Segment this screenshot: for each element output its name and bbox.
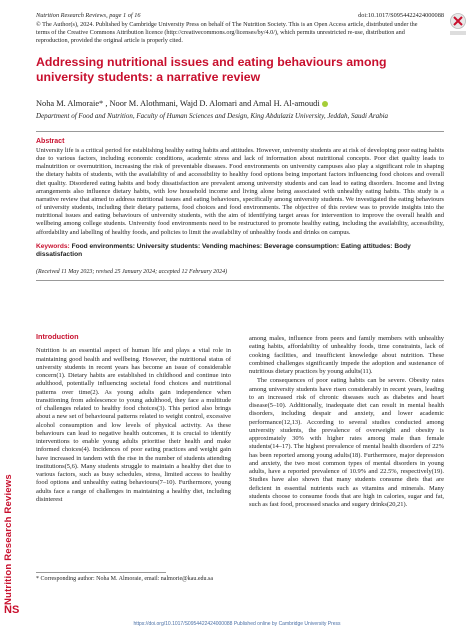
- journal-sidebar: [0, 0, 22, 631]
- orcid-icon[interactable]: [322, 101, 328, 107]
- footnote-rule: [36, 572, 166, 573]
- paragraph: among males, influence from peers and family members with unhealthy eating habits, affordability of unhealthy foods, time constraints, lack of cooking facilities, and insufficient knowledge about nutrition. These combined challenges significantly impede the adoption and sustenance of nutritious dietary practices by young adults(11).: [249, 335, 444, 375]
- received-dates: (Received 11 May 2023; revised 25 January 2024; accepted 12 February 2024): [36, 268, 228, 275]
- affiliation: Department of Food and Nutrition, Faculty of Human Sciences and Design, King Abdulaziz University, Jeddah, Saudi Arabia: [36, 112, 389, 120]
- society-logo: NS: [4, 604, 20, 616]
- article-title: Addressing nutritional issues and eating behaviours among university students: a narrative review: [36, 55, 387, 84]
- keywords-label: Keywords:: [36, 242, 70, 250]
- left-column: [36, 333, 231, 504]
- doi[interactable]: doi:10.1017/S0954422424000088: [358, 12, 444, 19]
- article-front-page: [36, 12, 444, 281]
- introduction-heading: Introduction: [36, 332, 79, 341]
- footnote-text: * Corresponding author: Noha M. Almoraie, email: nalmorie@kau.edu.sa: [36, 576, 213, 582]
- crossmark-icon[interactable]: [448, 12, 468, 38]
- authors: Noha M. Almoraie* , Noor M. Alothmani, Wajd D. Alomari and Amal H. Al-amoudi: [36, 99, 320, 108]
- divider: [36, 131, 444, 132]
- right-column: [249, 335, 444, 509]
- paragraph: Nutrition is an essential aspect of human life and plays a vital role in maintaining good health and wellbeing. However, the nutritional status of university students in recent years has become an issue of considerable concern(1). Dietary habits are established in childhood and continue into adulthood, potentially influencing societal food choices and nutritional patterns over time(2). As young adults gain independence when transitioning from adolescence to young adulthood, they face a multitude of challenges related to healthy food choices(3). This period also brings about a new set of behavioural patterns related to weight control, excessive alcohol consumption and low levels of physical activity. As these behaviours can lead to negative health outcomes, it is crucial to identify interventions to enable young adults prioritise their health and make informed choices(4). Incidences of poor eating practices and weight gain have increased in tandem with the rise in the number of students attending institutions(5,6). Many students struggle to maintain a healthy diet due to various factors, such as busy schedules, stress, limited access to healthy food options and unhealthy eating behaviours(7–10). Furthermore, young adults face a range of challenges in maintaining a healthy diet, including disinterest: [36, 347, 231, 503]
- divider: [36, 280, 444, 281]
- author-list: [36, 99, 444, 108]
- page-footer[interactable]: https://doi.org/10.1017/S0954422424000088 Published online by Cambridge University Press: [133, 621, 341, 627]
- corresponding-author-footnote: [36, 572, 444, 582]
- abstract-heading: Abstract: [36, 138, 65, 145]
- journal-page-info: Nutrition Research Reviews, page 1 of 16: [36, 12, 141, 19]
- license-statement: © The Author(s), 2024. Published by Cambridge University Press on behalf of The Nutrition Society. This is an Open Access article, distributed under the terms of the Creative Commons Attribution licence (http://creativecommons.org/licenses/by/4.0/), which permits unrestricted re-use, distribution and reproduction, provided the original article is properly cited.: [36, 21, 418, 44]
- sidebar-journal-name: Nutrition Research Reviews: [3, 474, 14, 605]
- paragraph: The consequences of poor eating habits can be severe. Obesity rates among university students have risen considerably in recent years, leading to an increased risk of chronic diseases such as diabetes and heart disease(5–10). Additionally, inadequate diet can result in mental health disorders, including despair and anxiety, and lower academic performance(12,13). According to several studies conducted among university students, the prevalence of overweight and obesity is approximately 30% with higher rates among male than female students(14–17). The highest prevalence of mental health disorders of 22% has been reported among young adults(18). Furthermore, major depression and anxiety, the two most common types of mental disorders in young adults, have a reported prevalence of 10.9% and 22.5%, respectively(19). Studies have also shown that many students consume diets that are deficient in essential nutrients such as vitamins and minerals. Many students choose to consume foods that are high in calories, sugar and fat, such as fast food, processed snacks and sugary drinks(20,21).: [249, 377, 444, 508]
- running-header: [36, 12, 444, 19]
- keywords: [36, 243, 444, 259]
- keywords-text: Food environments: University students: Vending machines: Beverage consumption: Eating attitudes: Body dissatisfaction: [36, 242, 411, 258]
- abstract-text: University life is a critical period for establishing healthy eating habits and attitudes. However, university students are at risk of developing poor eating habits due to various factors, including economic conditions, academic stress and lack of information about nutritional concepts. Poor diet quality leads to malnutrition or overnutrition, increasing the risk of preventable diseases. Food environments on university campuses also play a significant role in shaping the dietary habits of students, with the availability of and accessibility to healthy food options being important factors influencing food choices and overall diet quality. Disordered eating habits and body dissatisfaction are prevalent among university students and can lead to eating disorders. Income and living arrangements also influence dietary habits, with low household income and living alone being associated with unhealthy eating habits. This study is a narrative review that aimed to address nutritional issues and eating behaviours, specifically among university students. We investigated the eating behaviours of university students, including their dietary patterns, food choices and food environments. The objective of this review was to provide insights into the nutritional issues and eating behaviours of university students, with the aim of identifying target areas for intervention to improve the overall health and wellbeing among college students. University food environments need to be restructured to promote healthy eating, including the availability, accessibility, affordability and labelling of healthy foods, and policies to limit the availability of unhealthy foods and drinks on campus.: [36, 147, 444, 236]
